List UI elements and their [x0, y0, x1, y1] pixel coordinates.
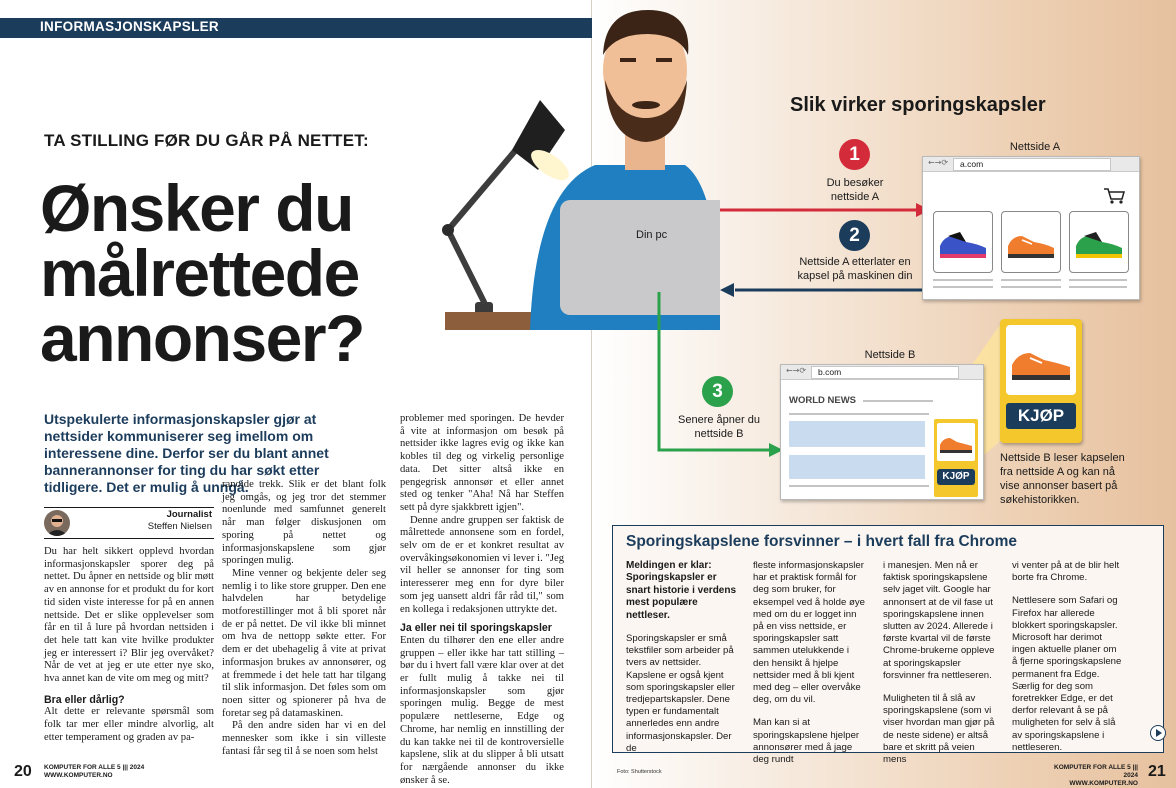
website-a-window	[922, 156, 1140, 300]
product-card	[1069, 211, 1129, 273]
sidebar-title: Sporingskapslene forsvinner – i hvert fall fra Chrome	[626, 533, 1018, 550]
next-page-icon[interactable]	[1150, 725, 1166, 741]
body-paragraph: Alt dette er relevante spørsmål som folk tar mer eller mindre alvorlig, alt etter temperament og graden av pa-	[44, 706, 214, 743]
address-bar: a.com	[953, 158, 1111, 171]
address-bar: b.com	[811, 366, 959, 379]
step-2-badge: 2	[839, 220, 870, 251]
byline-rule	[44, 538, 214, 539]
cart-icon	[1103, 187, 1125, 205]
shoe-icon	[1006, 325, 1076, 395]
lead-paragraph: Utspekulerte informasjonskapsler gjør at nettsider kommuniserer seg imellom om interessene dine. Derfor ser du blant annet bannerannonser for ting du har søkt etter tidligere. Det er mulig å unngå.	[44, 411, 329, 495]
article-column-3	[400, 413, 564, 787]
page-number-right: 21	[1148, 763, 1166, 780]
step-1-badge: 1	[839, 139, 870, 170]
sidebar-column-2	[753, 560, 867, 777]
image-placeholder	[789, 455, 925, 479]
step-1-caption: Du besøker nettside A	[826, 177, 884, 203]
sidebar-paragraph: vi venter på at de blir helt borte fra Chrome.	[1012, 560, 1120, 584]
article-column-1	[44, 546, 214, 745]
headline	[40, 171, 420, 375]
arrow-step1	[720, 203, 930, 217]
kicker: TA STILLING FØR DU GÅR PÅ NETTET:	[44, 131, 369, 150]
step-2-caption: Nettside A etterlater en kapsel på maskinen din	[797, 256, 913, 282]
image-placeholder	[789, 421, 925, 447]
arrow-step2	[720, 283, 926, 297]
kjop-button-small[interactable]: KJØP	[937, 469, 975, 485]
sidebar-column-4	[1012, 560, 1124, 765]
byline-role: Journalist	[166, 509, 212, 520]
sidebar-paragraph: Nettlesere som Safari og Firefox har allerede blokkert sporingskapsler. Microsoft har derimot ingen aktuelle planer om å fjerne sporingskapslene permanent fra Edge. Særlig for deg som foretrekker Edge, er det derfor relevant å se på muligheten for selv å slå av sporingskapslene i nettleseren.	[1012, 595, 1122, 753]
section-label: INFORMASJONSKAPSLER	[40, 19, 219, 34]
step-3-badge: 3	[702, 376, 733, 407]
body-paragraph: problemer med sporingen. De hevder å vite at informasjon om besøk på nettsider ikke lagres evig og ikke kan kobles til deg og virkelig personlige data. Det sitter altså ikke en pengegrisk annonsør et eller annet sted og tenker "Aha! Nå har Steffen sett på dyre sjakkbrett igjen".	[400, 413, 564, 513]
site-b-note: Nettside B leser kapselen fra nettside A og kan nå vise annonser basert på søkehistorikken.	[1000, 452, 1125, 506]
product-card	[933, 211, 993, 273]
magazine-website: WWW.KOMPUTER.NO	[44, 772, 113, 779]
article-column-2	[222, 479, 386, 758]
byline-rule	[44, 507, 214, 508]
subheading: Bra eller dårlig?	[44, 693, 125, 706]
sidebar-paragraph: fleste informasjonskapsler har et praktisk formål for deg som bruker, for eksempel ved å holde øye med om du er logget inn på en viss nettside, er sporingskapsler satt sammen utelukkende i den hensikt å hjelpe nettsider med å bli kjent med deg – eller overvåke deg, om du vil.	[753, 560, 865, 706]
sidebar-paragraph: Muligheten til å slå av sporingskapslene (som vi viser hvordan man gjør på de neste sidene) er altså bare et skritt på veien mens	[883, 693, 995, 766]
magazine-issue: KOMPUTER FOR ALLE 5 ||| 2024	[44, 764, 145, 771]
body-paragraph: På den andre siden har vi en del mennesker som ikke i sin villeste fantasi får seg til å se noen som helst	[222, 720, 386, 757]
sidebar-paragraph: Sporingskapsler er små tekstfiler som arbeider på tvers av nettsider. Kapslene er også kjent som sporingskapsler eller tredjepartskapsler. Dene typen er fundamentalt annerledes enn andre informasjonskapsler. Der de	[626, 633, 735, 754]
diagram-title: Slik virker sporingskapsler	[790, 94, 1046, 116]
ad-card-small	[934, 419, 978, 497]
journalist-avatar	[44, 510, 70, 536]
site-b-label: Nettside B	[864, 349, 916, 361]
headline-line: målrettede	[40, 236, 359, 310]
shoe-icon	[1070, 212, 1128, 272]
news-banner: WORLD NEWS	[789, 395, 857, 406]
site-a-label: Nettside A	[1009, 141, 1061, 153]
sidebar-column-1	[626, 560, 738, 766]
body-paragraph: Enten du tilhører den ene eller andre gruppen – eller ikke har tatt stilling – bør du i hvert fall være klar over at det er fullt mulig å takke nei til informasjonskapsler som gjør sporingen mulig. Begge de mest populære nettleserne, Edge og Chrome, har nemlig en innstilling der du kan takke nei til de kontroversielle kapslene, slik at du slipper å bli utsatt for nærgående annonser du ikke ønsker å se.	[400, 634, 564, 786]
magazine-website: WWW.KOMPUTER.NO	[1069, 780, 1138, 787]
headline-line: annonser?	[40, 301, 364, 375]
sidebar-column-3	[883, 560, 997, 777]
folio-right	[1052, 764, 1138, 788]
shoe-icon	[1002, 212, 1060, 272]
body-paragraph: ranoide trekk. Slik er det blant folk jeg omgås, og jeg tror det stemmer noenlunde med samfunnet generelt når man følger diskusjonen om sporing på nettet og informasjonskapslene som gjør sporingen mulig.	[222, 479, 386, 567]
shoe-icon	[934, 212, 992, 272]
ad-card-large	[1000, 319, 1082, 443]
website-b-window	[780, 364, 984, 500]
browser-chrome	[923, 157, 1139, 172]
body-paragraph: Mine venner og bekjente deler seg nemlig i to like store grupper. Den ene halvdelen har betydelige motforestillinger mot å bli sporet når de er på nettet. De vil ikke bli minnet om hva de nettopp søkte etter. For dem er det ubehagelig å vite at privat informasjon brukes av annonsører, og at fremmede i det hele tatt har tilgang til slik informasjon. Det føles som om noen sitter og spionerer på hva de foretar seg på datamaskinen.	[222, 567, 386, 719]
kjop-button[interactable]: KJØP	[1006, 403, 1076, 429]
nav-arrows-icon: ←→⟳	[928, 158, 949, 167]
magazine-issue: KOMPUTER FOR ALLE 5 ||| 2024	[1054, 764, 1138, 779]
headline-line: Ønsker du	[40, 171, 353, 245]
product-card	[1001, 211, 1061, 273]
body-paragraph: Denne andre gruppen ser faktisk de målrettede annonsene som en fordel, selv om de er et konkret resultat av overvåkingsøkonomien vi lever i. "Jeg vil heller se annonser for ting som interesserer meg enn for dyre biler som jeg uansett aldri får råd til," som en kollega i redaksjonen uttrykte det.	[400, 514, 564, 615]
byline-name: Steffen Nielsen	[147, 521, 212, 532]
photo-credit: Foto: Shutterstock	[617, 769, 662, 775]
folio-left	[44, 764, 144, 780]
body-paragraph: Du har helt sikkert opplevd hvordan informasjonskapsler sporer deg på nettet. Du åpner en nettside og blir møtt av en annonse for et produkt du for kort tid siden viste interesse for på en annen nettside. Det er slike opplevelser som får en til å lure på hvordan nettsiden i det hele tatt kan vite hvilke produkter jeg er interessert i? Blir jeg overvåket? Når de vet at jeg er ute etter nye sko, hva annet kan de vite om meg og mitt?	[44, 546, 214, 685]
sidebar-paragraph: Man kan si at sporingskapslene hjelper annonsører med å jage deg rundt	[753, 717, 860, 766]
step-3-caption: Senere åpner du nettside B	[678, 414, 760, 440]
browser-chrome	[781, 365, 983, 380]
nav-arrows-icon: ←→⟳	[786, 366, 807, 375]
shoe-icon	[937, 423, 975, 461]
page-number-left: 20	[14, 763, 32, 780]
pc-label: Din pc	[636, 229, 668, 241]
sidebar-lead: Meldingen er klar: Sporingskapsler er snart historie i verdens mest populære nettleser.	[626, 560, 737, 621]
sidebar-paragraph: i manesjen. Men nå er faktisk sporingskapslene selv jaget vilt. Google har annonsert at de vil fase ut sporingskapslene innen slutten av 2024. Allerede i første kvartal vil de første Chrome-brukerne oppleve at sporingskapsler forsvinner fra nettleseren.	[883, 560, 995, 681]
subheading: Ja eller nei til sporingskapsler	[400, 622, 552, 635]
